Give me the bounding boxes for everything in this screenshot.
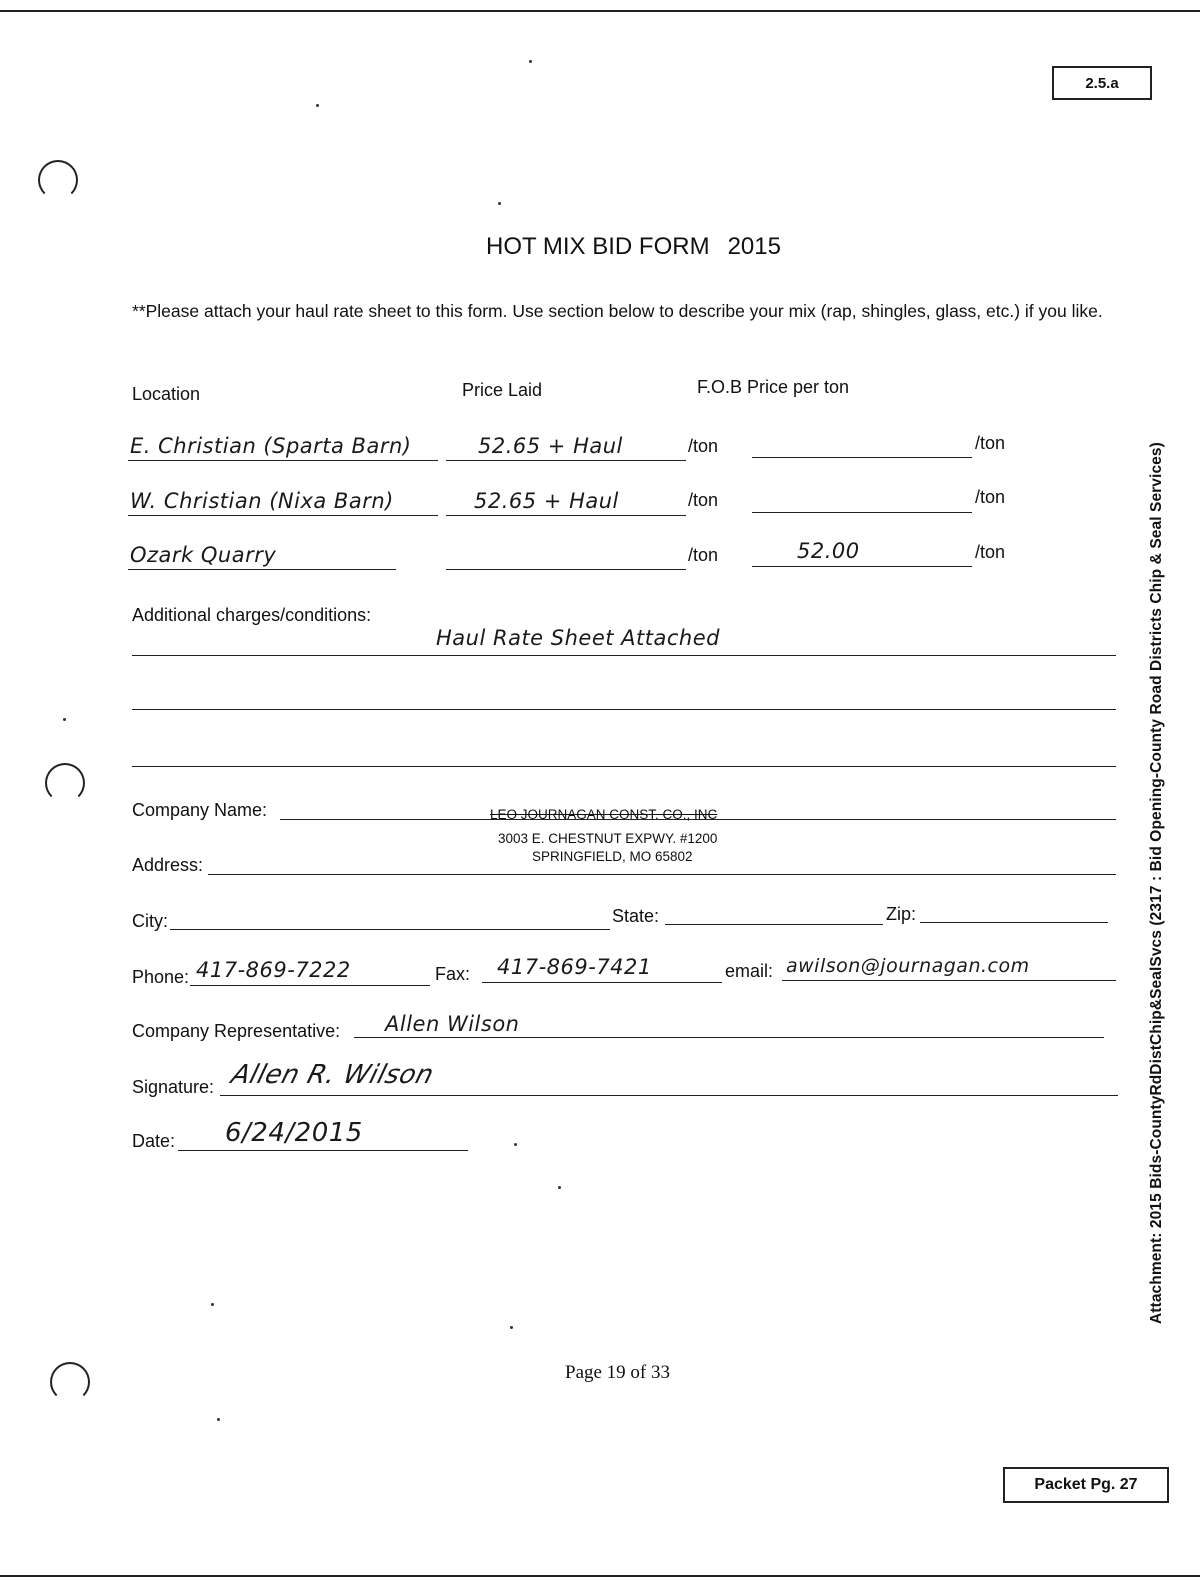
scan-speck <box>211 1303 214 1306</box>
price-laid-header: Price Laid <box>462 380 543 400</box>
zip-label: Zip: <box>886 904 917 924</box>
date-label: Date: <box>132 1131 176 1151</box>
row-fob-unit: /ton <box>975 433 1006 453</box>
scan-speck <box>558 1186 561 1189</box>
state-line <box>665 924 883 925</box>
scan-speck <box>217 1418 220 1421</box>
row-price-unit: /ton <box>688 490 719 510</box>
representative-line <box>354 1037 1104 1038</box>
row-fob: 52.00 <box>797 539 860 563</box>
row-price-laid: 52.65 + Haul <box>474 489 619 513</box>
fax-line <box>482 982 722 983</box>
additional-line <box>132 709 1116 710</box>
page-bottom-edge <box>0 1575 1200 1577</box>
fob-header: F.O.B Price per ton <box>697 377 850 397</box>
row-fob-line <box>752 512 972 513</box>
additional-line <box>132 766 1116 767</box>
scan-speck <box>510 1326 513 1329</box>
signature-line <box>220 1095 1118 1096</box>
address-line <box>208 874 1116 875</box>
email-line <box>782 980 1116 981</box>
additional-line <box>132 655 1116 656</box>
zip-line <box>920 922 1108 923</box>
row-location: W. Christian (Nixa Barn) <box>130 489 394 513</box>
row-location: Ozark Quarry <box>130 543 277 567</box>
city-line <box>170 929 610 930</box>
scan-speck <box>529 60 532 63</box>
scan-speck <box>514 1143 517 1146</box>
scan-speck <box>498 202 501 205</box>
row-fob-unit: /ton <box>975 487 1006 507</box>
binder-hole <box>50 1362 90 1402</box>
form-title-text: HOT MIX BID FORM <box>486 233 710 260</box>
fax-label: Fax: <box>435 964 471 984</box>
binder-hole <box>45 763 85 803</box>
fax-value: 417-869-7421 <box>497 955 652 979</box>
phone-line <box>190 985 430 986</box>
binder-hole <box>38 160 78 200</box>
attachment-side-note: Attachment: 2015 Bids-CountyRdDistChip&SealSvcs (2317 : Bid Opening-County Road Districts Chip & Seal Services) <box>1148 442 1165 1324</box>
stamp-city: SPRINGFIELD, MO 65802 <box>532 849 693 864</box>
row-price-line <box>446 515 686 516</box>
row-location: E. Christian (Sparta Barn) <box>130 434 412 458</box>
representative-value: Allen Wilson <box>385 1012 520 1036</box>
phone-label: Phone: <box>132 967 190 987</box>
row-price-line <box>446 569 686 570</box>
row-fob-line <box>752 566 972 567</box>
row-location-line <box>128 460 438 461</box>
address-label: Address: <box>132 855 204 875</box>
date-value: 6/24/2015 <box>225 1118 363 1148</box>
representative-label: Company Representative: <box>132 1021 341 1041</box>
row-location-line <box>128 515 438 516</box>
stamp-address: 3003 E. CHESTNUT EXPWY. #1200 <box>498 831 718 846</box>
additional-label: Additional charges/conditions: <box>132 605 372 625</box>
location-header: Location <box>132 384 201 404</box>
email-label: email: <box>725 961 774 981</box>
row-price-laid: 52.65 + Haul <box>478 434 623 458</box>
reference-box: 2.5.a <box>1052 66 1152 100</box>
city-label: City: <box>132 911 168 931</box>
scan-speck <box>316 104 319 107</box>
row-location-line <box>128 569 396 570</box>
page-top-edge <box>0 10 1200 12</box>
additional-value: Haul Rate Sheet Attached <box>436 626 720 650</box>
stamp-company-name: LEO JOURNAGAN CONST. CO., INC <box>490 807 718 822</box>
packet-page-box: Packet Pg. 27 <box>1003 1467 1169 1503</box>
row-price-line <box>446 460 686 461</box>
signature-label: Signature: <box>132 1077 215 1097</box>
row-price-unit: /ton <box>688 545 719 565</box>
state-label: State: <box>612 906 660 926</box>
row-fob-unit: /ton <box>975 542 1006 562</box>
form-title <box>486 233 781 261</box>
form-year: 2015 <box>727 233 781 260</box>
page-number: Page 19 of 33 <box>565 1362 671 1383</box>
phone-value: 417-869-7222 <box>196 958 351 982</box>
form-instructions: **Please attach your haul rate sheet to this form. Use section below to describe your mix (rap, shingles, glass, etc.) if you like. <box>132 301 1103 321</box>
scan-speck <box>63 718 66 721</box>
row-fob-line <box>752 457 972 458</box>
signature-value: Allen R. Wilson <box>227 1060 438 1090</box>
company-name-label: Company Name: <box>132 800 268 820</box>
email-value: awilson@journagan.com <box>786 955 1030 977</box>
row-price-unit: /ton <box>688 436 719 456</box>
date-line <box>178 1150 468 1151</box>
